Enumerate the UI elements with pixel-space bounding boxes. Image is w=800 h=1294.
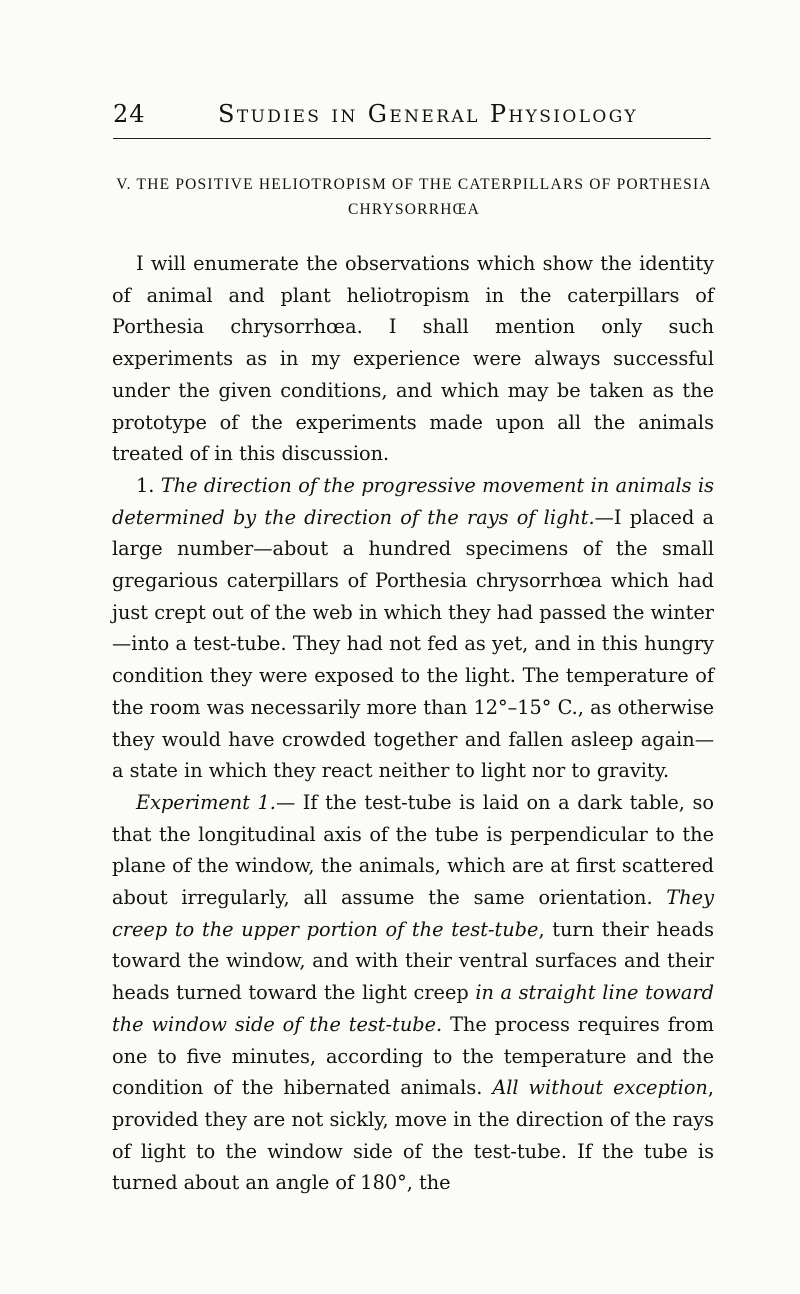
experiment-label: Experiment 1.	[136, 790, 276, 814]
paragraph-text: —I placed a large number—about a hundred specimens of the small gregarious caterpillars of Porthesia chrysorrhœa which had just crept out of the web in which they had passed the winter—into a test-tube. They had not fed as yet, and in this hungry condition they were exposed to the light. The temperature of the room was necessarily more than 12°–15° C., as otherwise they would have crowded together and fallen asleep again—a state in which they react neither to light nor to gravity.	[112, 505, 714, 783]
experiment-italic-2: in a straight line toward the window side of the test-tube.	[112, 981, 714, 1036]
header-rule	[113, 138, 711, 139]
running-head	[113, 100, 713, 140]
paragraph-number: 1.	[136, 473, 155, 497]
paragraph-direction	[112, 470, 714, 787]
section-heading: V. THE POSITIVE HELIOTROPISM OF THE CATERPILLARS OF PORTHESIA CHRYSORRHŒA	[116, 176, 712, 218]
paragraph-intro: I will enumerate the observations which show the identity of animal and plant heliotropism in the caterpillars of Porthesia chrysorrhœa. I shall mention only such experiments as in my experience were always successful under the given conditions, and which may be taken as the prototype of the experiments made upon all the animals treated of in this discussion.	[112, 252, 714, 466]
body-text	[112, 248, 714, 1199]
paragraph-title: The direction of the progressive movement in animals is determined by the direction of the rays of light.	[112, 473, 715, 529]
running-title: Studies in General Physiology	[218, 100, 639, 128]
experiment-text-3: The process requires from one to five minutes, according to the temperature and the condition of the hibernated animals.	[112, 1012, 714, 1100]
page-number: 24	[113, 100, 146, 128]
experiment-text-1: — If the test-tube is laid on a dark table, so that the longitudinal axis of the tube is perpendicular to the plane of the window, the animals, which are at first scattered about irregularly, all assume the same orientation.	[112, 790, 714, 910]
experiment-text-2: , turn their heads toward the window, and with their ventral surfaces and their heads turned toward the light creep	[112, 917, 714, 1005]
paragraph-experiment-1	[112, 787, 714, 1199]
experiment-italic-1: They creep to the upper portion of the test-tube	[112, 886, 714, 941]
experiment-italic-3: All without exception	[492, 1076, 708, 1100]
experiment-text-4: , provided they are not sickly, move in the direction of the rays of light to the window side of the test-tube. If the tube is turned about an angle of 180°, the	[112, 1076, 714, 1195]
